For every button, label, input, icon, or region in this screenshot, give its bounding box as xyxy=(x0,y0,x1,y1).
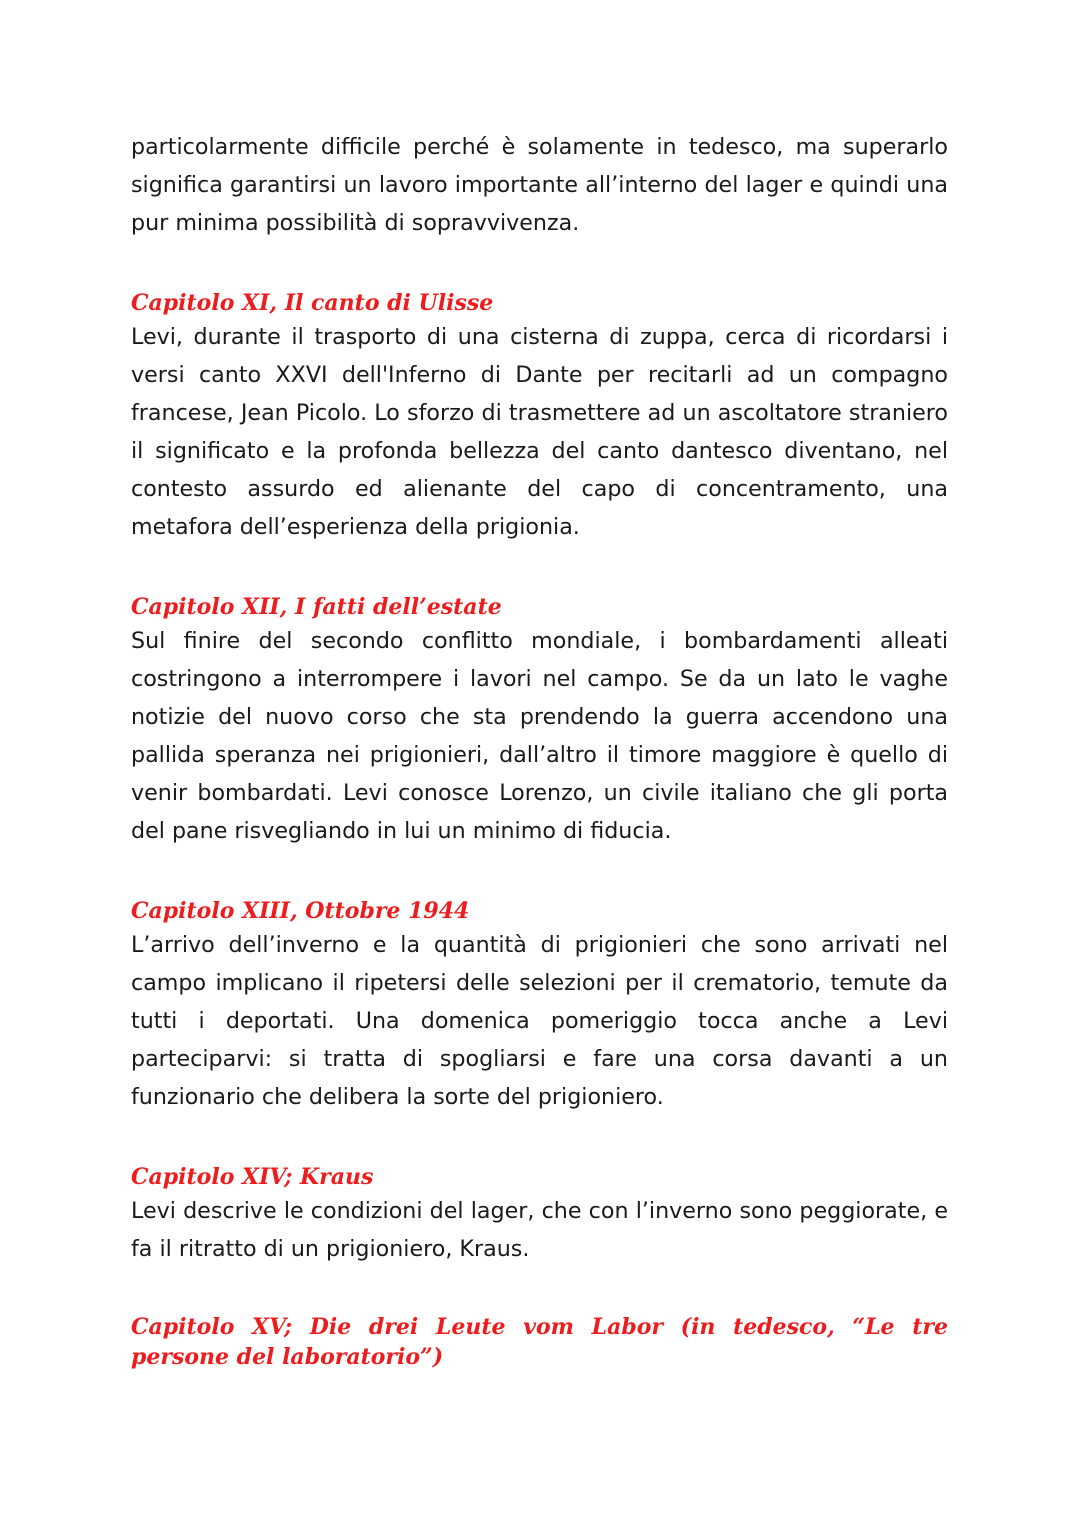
section-heading: Capitolo XII, I fatti dell’estate xyxy=(131,594,502,620)
intro-paragraph: particolarmente difficile perché è solamente in tedesco, ma superarlo significa garantirsi un lavoro importante all’interno del lager e quindi una pur minima possibilità di sopravvivenza. xyxy=(131,134,948,236)
section-chapter-11 xyxy=(131,288,948,546)
section-body: L’arrivo dell’inverno e la quantità di prigionieri che sono arrivati nel campo implicano il ripetersi delle selezioni per il crematorio, temute da tutti i deportati. Una domenica pomeriggio tocca anche a Levi parteciparvi: si tratta di spogliarsi e fare una corsa davanti a un funzionario che delibera la sorte del prigioniero. xyxy=(131,932,948,1110)
section-heading: Capitolo XIII, Ottobre 1944 xyxy=(131,898,470,924)
section-chapter-13 xyxy=(131,896,948,1116)
section-chapter-12 xyxy=(131,592,948,850)
section-heading: Capitolo XV; Die drei Leute vom Labor (in tedesco, “Le tre persone del laboratorio”) xyxy=(131,1314,948,1370)
document-page xyxy=(131,128,948,1372)
section-body: Sul finire del secondo conflitto mondiale, i bombardamenti alleati costringono a interrompere i lavori nel campo. Se da un lato le vaghe notizie del nuovo corso che sta prendendo la guerra accendono una pallida speranza nei prigionieri, dall’altro il timore maggiore è quello di venir bombardati. Levi conosce Lorenzo, un civile italiano che gli porta del pane risvegliando in lui un minimo di fiducia. xyxy=(131,628,948,844)
section-heading: Capitolo XIV; Kraus xyxy=(131,1164,374,1190)
section-chapter-15 xyxy=(131,1312,948,1372)
section-body: Levi, durante il trasporto di una cisterna di zuppa, cerca di ricordarsi i versi canto XXVI dell'Inferno di Dante per recitarli ad un compagno francese, Jean Picolo. Lo sforzo di trasmettere ad un ascoltatore straniero il significato e la profonda bellezza del canto dantesco diventano, nel contesto assurdo ed alienante del capo di concentramento, una metafora dell’esperienza della prigionia. xyxy=(131,324,948,540)
section-chapter-14 xyxy=(131,1162,948,1268)
section-heading: Capitolo XI, Il canto di Ulisse xyxy=(131,290,494,316)
section-body: Levi descrive le condizioni del lager, che con l’inverno sono peggiorate, e fa il ritratto di un prigioniero, Kraus. xyxy=(131,1198,948,1262)
